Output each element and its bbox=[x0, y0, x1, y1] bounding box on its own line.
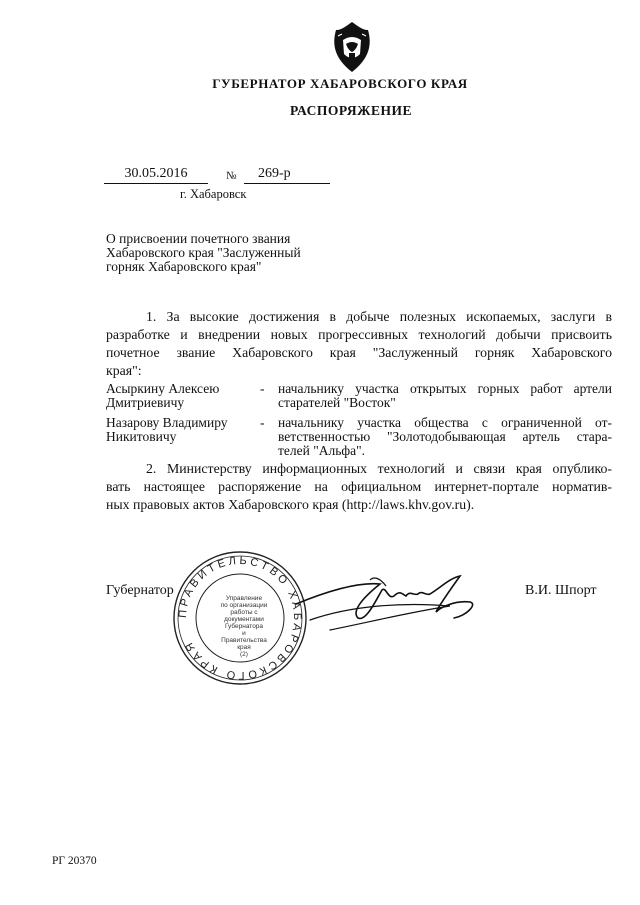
paragraph-line: 1. За высокие достижения в добыче полезных ископаемых, заслуги в bbox=[146, 309, 612, 324]
paragraph-2 bbox=[106, 460, 612, 514]
paragraph-1 bbox=[106, 308, 612, 380]
subject-line: Хабаровского края "Заслуженный bbox=[106, 245, 301, 260]
handwritten-signature bbox=[290, 560, 490, 640]
stamp-line: Губернатора bbox=[224, 623, 264, 630]
position-line: старателей "Восток" bbox=[278, 395, 396, 410]
awardee-name-line: Назарову Владимиру bbox=[106, 415, 228, 430]
awardee-position bbox=[278, 382, 612, 410]
footer-code: РГ 20370 bbox=[52, 855, 97, 867]
paragraph-line: вать настоящее распоряжение на официальном интернет-портале норматив- bbox=[106, 479, 612, 494]
awardee-name bbox=[106, 416, 256, 444]
awardee-name bbox=[106, 382, 256, 410]
awardee-dash: - bbox=[260, 415, 265, 430]
awardee-position bbox=[278, 416, 612, 458]
paragraph-line: края": bbox=[106, 363, 142, 378]
position-line: ветственностью "Золотодобывающая артель стара- bbox=[278, 429, 612, 444]
document-subject bbox=[106, 232, 346, 274]
subject-line: О присвоении почетного звания bbox=[106, 231, 291, 246]
organization-title: ГУБЕРНАТОР ХАБАРОВСКОГО КРАЯ bbox=[212, 76, 468, 91]
stamp-line: работы с документами bbox=[224, 609, 264, 623]
stamp-line: и Правительства bbox=[221, 630, 267, 644]
signatory-title: Губернатор bbox=[106, 583, 174, 598]
position-line: начальнику участка открытых горных работ артели bbox=[278, 381, 612, 396]
position-line: начальнику участка общества с ограниченной от- bbox=[278, 415, 612, 430]
document-date: 30.05.2016 bbox=[104, 166, 208, 184]
document-city: г. Хабаровск bbox=[180, 187, 247, 201]
stamp-inner-text bbox=[220, 595, 268, 658]
paragraph-line: разработке и внедрении новых прогрессивных технологий добычи присвоить bbox=[106, 327, 612, 342]
awardee-name-line: Никитовичу bbox=[106, 429, 177, 444]
paragraph-line: ных правовых актов Хабаровского края (http://laws.khv.gov.ru). bbox=[106, 497, 475, 512]
awardee-dash: - bbox=[260, 381, 265, 396]
khabarovsk-coat-of-arms-icon bbox=[328, 20, 376, 74]
stamp-line: края bbox=[237, 644, 251, 651]
document-number: 269-р bbox=[244, 166, 330, 184]
signatory-name: В.И. Шпорт bbox=[525, 583, 597, 598]
paragraph-line: 2. Министерству информационных технологий и связи края опублико- bbox=[146, 461, 612, 476]
stamp-ring-text: ПРАВИТЕЛЬСТВО ХАБАРОВСКОГО КРАЯ bbox=[176, 554, 304, 682]
position-line: телей "Альфа". bbox=[278, 443, 365, 458]
document-type: РАСПОРЯЖЕНИЕ bbox=[289, 103, 413, 118]
subject-line: горняк Хабаровского края" bbox=[106, 259, 262, 274]
awardee-name-line: Асыркину Алексею bbox=[106, 381, 220, 396]
stamp-line: по организации bbox=[220, 602, 268, 609]
paragraph-line: почетное звание Хабаровского края "Заслуженный горняк Хабаровского bbox=[106, 345, 612, 360]
number-sign: № bbox=[226, 170, 237, 182]
stamp-line: Управление bbox=[225, 595, 263, 602]
stamp-line: (2) bbox=[240, 651, 248, 658]
awardee-name-line: Дмитриевичу bbox=[106, 395, 185, 410]
